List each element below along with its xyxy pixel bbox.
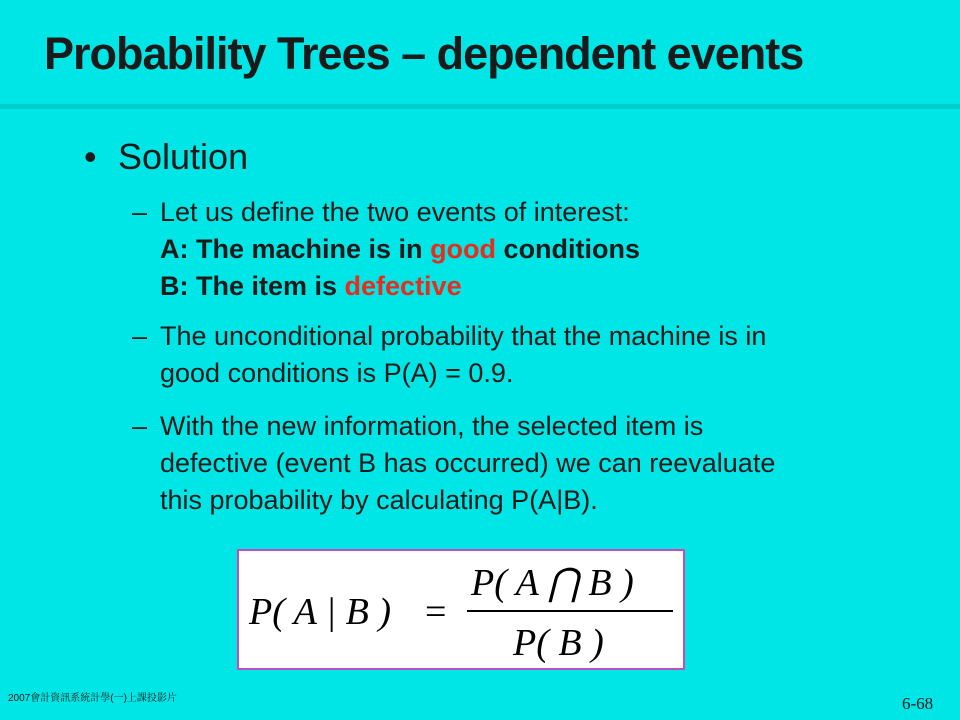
event-b-prefix: B: The item is xyxy=(160,271,345,301)
event-a-definition xyxy=(160,231,640,267)
events-intro: Let us define the two events of interest: xyxy=(160,197,630,227)
event-a-suffix: conditions xyxy=(496,234,641,264)
slide-title: Probability Trees – dependent events xyxy=(44,28,804,79)
page-number: 6-68 xyxy=(902,694,934,713)
formula-box xyxy=(237,549,685,670)
dash-marker: – xyxy=(132,197,148,227)
new-info-line-2: defective (event B has occurred) we can reevaluate xyxy=(160,448,776,478)
dash-marker: – xyxy=(132,321,148,351)
bullet-marker: • xyxy=(84,136,97,177)
conditional-probability-formula xyxy=(239,551,683,668)
unconditional-line-2: good conditions is P(A) = 0.9. xyxy=(160,358,514,388)
dash-marker: – xyxy=(132,411,148,441)
bullet-text: Solution xyxy=(118,136,249,177)
new-info-line-1: With the new information, the selected item is xyxy=(160,411,704,441)
footer-course-label: 2007會計資訊系統計學(一)上課投影片 xyxy=(8,693,177,704)
event-a-highlight: good xyxy=(430,234,497,264)
formula-numerator: P( A ⋂ B ) xyxy=(471,562,634,604)
formula-denominator: P( B ) xyxy=(513,622,604,664)
unconditional-line-1: The unconditional probability that the machine is in xyxy=(160,321,767,351)
event-a-prefix: A: The machine is in xyxy=(160,234,431,264)
formula-lhs: P( A | B ) xyxy=(249,591,392,633)
bullet-solution xyxy=(84,136,248,178)
new-info-line-3: this probability by calculating P(A|B). xyxy=(160,485,598,515)
formula-equals: = xyxy=(425,591,447,633)
event-b-definition xyxy=(160,268,462,304)
event-b-highlight: defective xyxy=(344,271,462,301)
